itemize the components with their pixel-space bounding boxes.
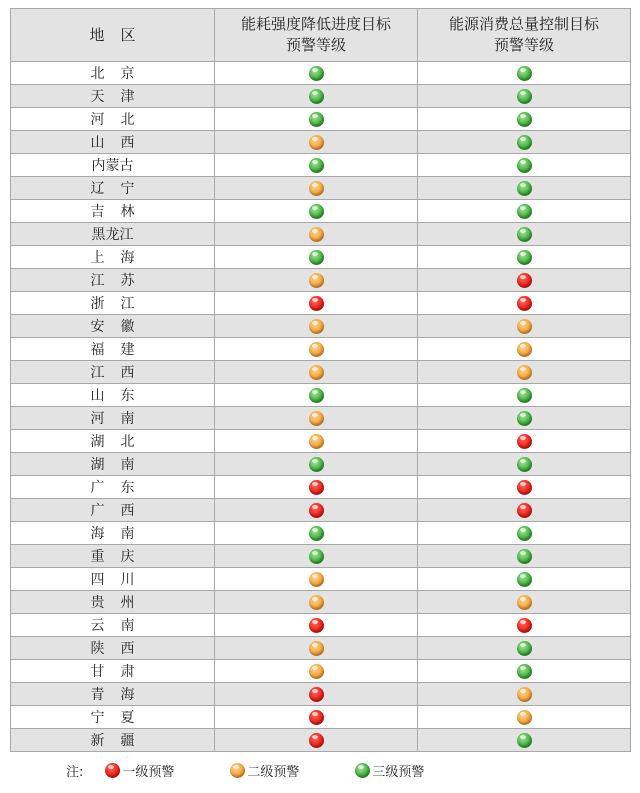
legend-item-level1 (105, 761, 174, 780)
table-row (11, 476, 631, 499)
region-cell: 四川 (11, 568, 215, 591)
table-row (11, 154, 631, 177)
table-row (11, 292, 631, 315)
orange-warning-lamp-icon (517, 342, 532, 357)
table-row (11, 223, 631, 246)
total-level-cell (418, 223, 631, 246)
total-level-cell (418, 361, 631, 384)
intensity-level-cell (215, 499, 418, 522)
orange-warning-lamp-icon (309, 181, 324, 196)
header-total-line1: 能源消费总量控制目标 (448, 15, 599, 33)
total-level-cell (418, 384, 631, 407)
legend-label-level1: 一级预警 (122, 764, 175, 780)
red-warning-lamp-icon (517, 618, 532, 633)
table-row (11, 338, 631, 361)
green-warning-lamp-icon (517, 733, 532, 748)
orange-warning-lamp-icon (309, 411, 324, 426)
total-level-cell (418, 637, 631, 660)
total-level-cell (418, 246, 631, 269)
region-cell: 浙江 (11, 292, 215, 315)
region-cell: 广东 (11, 476, 215, 499)
orange-warning-lamp-icon (309, 135, 324, 150)
total-level-cell (418, 453, 631, 476)
red-warning-lamp-icon (309, 687, 324, 702)
region-cell: 吉林 (11, 200, 215, 223)
intensity-level-cell (215, 407, 418, 430)
green-warning-lamp-icon (517, 250, 532, 265)
green-warning-lamp-icon (309, 112, 324, 127)
region-cell: 江西 (11, 361, 215, 384)
total-level-cell (418, 108, 631, 131)
region-cell: 重庆 (11, 545, 215, 568)
green-warning-lamp-icon (309, 388, 324, 403)
total-level-cell (418, 614, 631, 637)
table-row (11, 62, 631, 85)
orange-warning-lamp-icon (309, 273, 324, 288)
intensity-level-cell (215, 338, 418, 361)
intensity-level-cell (215, 177, 418, 200)
orange-warning-lamp-icon (309, 664, 324, 679)
intensity-level-cell (215, 453, 418, 476)
header-intensity-line1: 能耗强度降低进度目标 (240, 15, 391, 33)
region-cell: 云南 (11, 614, 215, 637)
intensity-level-cell (215, 637, 418, 660)
intensity-level-cell (215, 269, 418, 292)
green-warning-lamp-icon (517, 204, 532, 219)
green-warning-lamp-icon (517, 135, 532, 150)
green-warning-lamp-icon (309, 250, 324, 265)
table-row (11, 522, 631, 545)
green-warning-lamp-icon (309, 66, 324, 81)
table-row (11, 706, 631, 729)
region-cell: 内蒙古 (11, 154, 215, 177)
header-total (418, 9, 631, 62)
total-level-cell (418, 154, 631, 177)
table-row (11, 407, 631, 430)
green-warning-lamp-icon (517, 89, 532, 104)
total-level-cell (418, 292, 631, 315)
header-total-line2: 预警等级 (493, 36, 554, 54)
red-warning-lamp-icon (517, 503, 532, 518)
intensity-level-cell (215, 660, 418, 683)
green-warning-lamp-icon (517, 227, 532, 242)
intensity-level-cell (215, 200, 418, 223)
green-warning-lamp-icon (309, 457, 324, 472)
region-cell: 湖南 (11, 453, 215, 476)
table-row (11, 269, 631, 292)
total-level-cell (418, 476, 631, 499)
header-region: 地区 (11, 9, 215, 62)
region-cell: 山西 (11, 131, 215, 154)
region-cell: 辽宁 (11, 177, 215, 200)
region-cell: 安徽 (11, 315, 215, 338)
total-level-cell (418, 660, 631, 683)
total-level-cell (418, 131, 631, 154)
green-warning-lamp-icon (309, 89, 324, 104)
intensity-level-cell (215, 683, 418, 706)
red-warning-lamp-icon (309, 503, 324, 518)
green-warning-lamp-icon (355, 763, 370, 778)
intensity-level-cell (215, 85, 418, 108)
table-row (11, 384, 631, 407)
region-cell: 广西 (11, 499, 215, 522)
orange-warning-lamp-icon (309, 227, 324, 242)
table-row (11, 453, 631, 476)
green-warning-lamp-icon (517, 572, 532, 587)
region-cell: 天津 (11, 85, 215, 108)
total-level-cell (418, 683, 631, 706)
intensity-level-cell (215, 476, 418, 499)
region-cell: 贵州 (11, 591, 215, 614)
intensity-level-cell (215, 430, 418, 453)
legend-label-level3: 三级预警 (372, 764, 425, 780)
table-row (11, 660, 631, 683)
table-row (11, 177, 631, 200)
table-row (11, 729, 631, 752)
region-cell: 黑龙江 (11, 223, 215, 246)
total-level-cell (418, 430, 631, 453)
header-intensity (215, 9, 418, 62)
red-warning-lamp-icon (517, 296, 532, 311)
legend-note: 注: (66, 764, 84, 780)
red-warning-lamp-icon (309, 710, 324, 725)
warning-table (10, 8, 631, 752)
header-intensity-line2: 预警等级 (285, 36, 346, 54)
table-body (11, 62, 631, 752)
table-header-row (11, 9, 631, 62)
region-cell: 新疆 (11, 729, 215, 752)
total-level-cell (418, 338, 631, 361)
table-row (11, 131, 631, 154)
green-warning-lamp-icon (517, 158, 532, 173)
green-warning-lamp-icon (517, 549, 532, 564)
green-warning-lamp-icon (309, 204, 324, 219)
orange-warning-lamp-icon (309, 319, 324, 334)
table-row (11, 315, 631, 338)
table-row (11, 85, 631, 108)
intensity-level-cell (215, 591, 418, 614)
table-row (11, 361, 631, 384)
red-warning-lamp-icon (309, 480, 324, 495)
orange-warning-lamp-icon (517, 365, 532, 380)
green-warning-lamp-icon (309, 549, 324, 564)
region-cell: 山东 (11, 384, 215, 407)
table-row (11, 591, 631, 614)
green-warning-lamp-icon (517, 664, 532, 679)
legend-item-level2 (230, 761, 299, 780)
intensity-level-cell (215, 545, 418, 568)
total-level-cell (418, 568, 631, 591)
intensity-level-cell (215, 729, 418, 752)
region-cell: 河北 (11, 108, 215, 131)
orange-warning-lamp-icon (309, 641, 324, 656)
table-row (11, 545, 631, 568)
green-warning-lamp-icon (309, 158, 324, 173)
orange-warning-lamp-icon (309, 434, 324, 449)
region-cell: 甘肃 (11, 660, 215, 683)
warning-table-container (10, 8, 630, 752)
region-cell: 海南 (11, 522, 215, 545)
green-warning-lamp-icon (517, 66, 532, 81)
red-warning-lamp-icon (517, 480, 532, 495)
intensity-level-cell (215, 361, 418, 384)
region-cell: 上海 (11, 246, 215, 269)
region-cell: 江苏 (11, 269, 215, 292)
intensity-level-cell (215, 131, 418, 154)
table-row (11, 108, 631, 131)
orange-warning-lamp-icon (517, 595, 532, 610)
table-row (11, 200, 631, 223)
intensity-level-cell (215, 315, 418, 338)
total-level-cell (418, 62, 631, 85)
green-warning-lamp-icon (517, 411, 532, 426)
total-level-cell (418, 591, 631, 614)
red-warning-lamp-icon (517, 434, 532, 449)
green-warning-lamp-icon (517, 526, 532, 541)
red-warning-lamp-icon (517, 273, 532, 288)
intensity-level-cell (215, 62, 418, 85)
region-cell: 湖北 (11, 430, 215, 453)
region-cell: 河南 (11, 407, 215, 430)
orange-warning-lamp-icon (230, 763, 245, 778)
orange-warning-lamp-icon (309, 572, 324, 587)
red-warning-lamp-icon (309, 618, 324, 633)
green-warning-lamp-icon (517, 112, 532, 127)
total-level-cell (418, 85, 631, 108)
table-row (11, 614, 631, 637)
green-warning-lamp-icon (517, 388, 532, 403)
legend-label-level2: 二级预警 (247, 764, 300, 780)
region-cell: 福建 (11, 338, 215, 361)
table-row (11, 637, 631, 660)
table-row (11, 246, 631, 269)
total-level-cell (418, 729, 631, 752)
intensity-level-cell (215, 706, 418, 729)
total-level-cell (418, 200, 631, 223)
green-warning-lamp-icon (517, 457, 532, 472)
total-level-cell (418, 177, 631, 200)
red-warning-lamp-icon (309, 733, 324, 748)
total-level-cell (418, 499, 631, 522)
red-warning-lamp-icon (309, 296, 324, 311)
total-level-cell (418, 315, 631, 338)
total-level-cell (418, 706, 631, 729)
intensity-level-cell (215, 614, 418, 637)
total-level-cell (418, 407, 631, 430)
orange-warning-lamp-icon (309, 342, 324, 357)
green-warning-lamp-icon (517, 641, 532, 656)
intensity-level-cell (215, 522, 418, 545)
table-row (11, 430, 631, 453)
orange-warning-lamp-icon (309, 365, 324, 380)
orange-warning-lamp-icon (517, 710, 532, 725)
total-level-cell (418, 269, 631, 292)
intensity-level-cell (215, 568, 418, 591)
legend (66, 760, 480, 780)
intensity-level-cell (215, 246, 418, 269)
table-row (11, 568, 631, 591)
total-level-cell (418, 545, 631, 568)
region-cell: 青海 (11, 683, 215, 706)
intensity-level-cell (215, 223, 418, 246)
intensity-level-cell (215, 108, 418, 131)
region-cell: 宁夏 (11, 706, 215, 729)
green-warning-lamp-icon (517, 181, 532, 196)
legend-item-level3 (355, 761, 424, 780)
intensity-level-cell (215, 154, 418, 177)
orange-warning-lamp-icon (517, 319, 532, 334)
region-cell: 陕西 (11, 637, 215, 660)
intensity-level-cell (215, 384, 418, 407)
orange-warning-lamp-icon (309, 595, 324, 610)
green-warning-lamp-icon (309, 526, 324, 541)
region-cell: 北京 (11, 62, 215, 85)
orange-warning-lamp-icon (517, 687, 532, 702)
total-level-cell (418, 522, 631, 545)
red-warning-lamp-icon (105, 763, 120, 778)
intensity-level-cell (215, 292, 418, 315)
table-row (11, 683, 631, 706)
table-row (11, 499, 631, 522)
